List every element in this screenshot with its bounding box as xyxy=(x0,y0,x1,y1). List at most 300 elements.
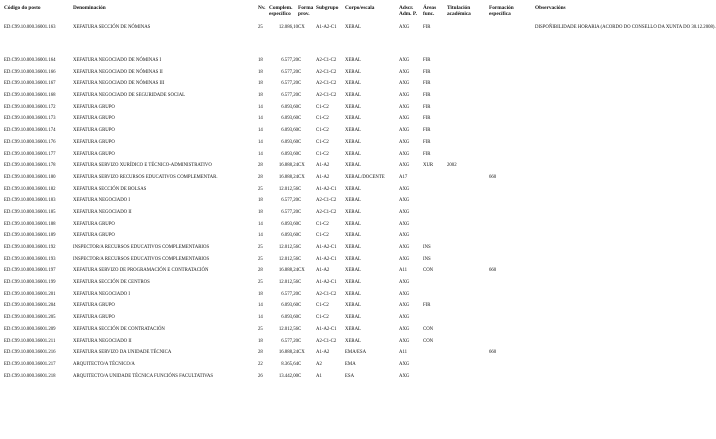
cell-formacion xyxy=(489,93,535,105)
cell-subgroup: A1-A2-C1 xyxy=(316,256,337,262)
cell-forma: CX xyxy=(298,268,305,274)
cell-forma: C xyxy=(298,221,302,227)
cell-observations xyxy=(535,222,612,234)
cell-adscription: AXG xyxy=(399,233,410,239)
table-row xyxy=(4,152,612,164)
cell-titulacion xyxy=(447,140,489,152)
cell-corpo: XERAL xyxy=(345,128,361,134)
cell-level: 14 xyxy=(258,315,263,321)
cell-observations xyxy=(535,233,612,245)
cell-complement: 12.012,56 xyxy=(278,245,298,250)
cell-areas xyxy=(423,210,447,222)
header-nv xyxy=(258,5,269,25)
cell-subgroup: A1-A2 xyxy=(316,163,330,169)
cell-complement: 12.012,56 xyxy=(278,326,298,332)
table-row xyxy=(4,292,612,304)
cell-subgroup: A2-C1-C2 xyxy=(316,81,337,87)
header-text: Adm. P. xyxy=(399,11,417,18)
cell-subgroup: C1-C2 xyxy=(316,315,329,321)
table-row xyxy=(4,210,612,222)
header-areas xyxy=(423,5,447,25)
cell-formacion xyxy=(489,128,535,140)
cell-titulacion xyxy=(447,303,489,315)
cell-level: 18 xyxy=(258,338,263,344)
cell-corpo: XERAL xyxy=(345,81,361,87)
cell-code: ED.C99.10.000.36001.176 xyxy=(4,139,56,145)
cell-areas xyxy=(423,222,447,234)
header-text: Código do posto xyxy=(4,5,41,11)
cell-areas: INS xyxy=(423,245,431,250)
cell-adscription: AXG xyxy=(399,163,410,169)
cell-subgroup: A2-C1-C2 xyxy=(316,93,337,99)
cell-code: ED.C99.10.000.36001.177 xyxy=(4,151,56,157)
cell-corpo: XERAL xyxy=(345,280,361,286)
cell-titulacion xyxy=(447,116,489,128)
cell-complement: 16.888,24 xyxy=(278,163,298,169)
cell-name: XEFATURA NEGOCIADO II xyxy=(73,209,132,215)
cell-areas: FIR xyxy=(423,303,431,309)
cell-forma: CX xyxy=(298,174,305,180)
cell-titulacion xyxy=(447,93,489,105)
cell-corpo: XERAL xyxy=(345,326,361,332)
cell-name: XEFATURA GRUPO xyxy=(73,221,115,227)
cell-formacion xyxy=(489,81,535,93)
cell-corpo: XERAL xyxy=(345,315,361,321)
table-row xyxy=(4,25,612,58)
cell-level: 14 xyxy=(258,104,263,110)
cell-formacion xyxy=(489,257,535,269)
header-denominacion xyxy=(73,5,258,25)
cell-adscription: AXG xyxy=(399,361,410,367)
cell-corpo: XERAL xyxy=(345,151,361,157)
cell-complement: 6.093,60 xyxy=(281,151,298,157)
cell-formacion xyxy=(489,222,535,234)
cell-areas: XUR xyxy=(423,163,434,169)
cell-level: 25 xyxy=(258,326,263,332)
cell-observations xyxy=(535,81,612,93)
cell-titulacion xyxy=(447,210,489,222)
header-subgrupo xyxy=(316,5,345,25)
cell-corpo: XERAL xyxy=(345,268,361,274)
cell-formacion xyxy=(489,187,535,199)
cell-formacion xyxy=(489,25,535,58)
cell-observations xyxy=(535,128,612,140)
header-text: Forma xyxy=(298,5,314,11)
cell-name: XEFATURA GRUPO xyxy=(73,128,115,134)
cell-areas: CON xyxy=(423,268,434,274)
cell-observations xyxy=(535,257,612,269)
cell-areas xyxy=(423,175,447,187)
cell-name: ARQUITECTO/A TÉCNICO/A xyxy=(73,361,135,367)
table-row xyxy=(4,163,612,175)
cell-adscription: AXG xyxy=(399,326,410,332)
cell-adscription: A11 xyxy=(399,268,408,274)
cell-formacion xyxy=(489,245,535,257)
cell-code: ED.C99.10.000.36001.182 xyxy=(4,186,56,192)
cell-name: XEFATURA GRUPO xyxy=(73,116,115,122)
cell-name: XEFATURA GRUPO xyxy=(73,233,115,239)
cell-areas xyxy=(423,315,447,327)
cell-name: XEFATURA NEGOCIADO DE NÓMINAS I xyxy=(73,58,162,63)
header-text: Áreas xyxy=(423,5,437,11)
cell-level: 28 xyxy=(258,268,263,274)
cell-name: XEFATURA SERVIZO RECURSOS EDUCATIVOS COMPLEMENTAR. xyxy=(73,174,218,180)
cell-forma: C xyxy=(298,326,302,332)
cell-name: INSPECTOR/A RECURSOS EDUCATIVOS COMPLEMENTARIOS xyxy=(73,245,210,250)
cell-corpo: XERAL xyxy=(345,139,361,145)
cell-corpo: XERAL xyxy=(345,291,361,297)
cell-titulacion: 2002 xyxy=(447,163,457,169)
cell-areas xyxy=(423,350,447,362)
cell-corpo: XERAL xyxy=(345,163,361,169)
cell-adscription: AXG xyxy=(399,81,410,87)
cell-observations xyxy=(535,70,612,82)
cell-areas xyxy=(423,187,447,199)
cell-observations xyxy=(535,362,612,374)
cell-forma: C xyxy=(298,338,302,344)
cell-name: XEFATURA SERVIZO XURÍDICO E TÉCNICO-ADMINISTRATIVO xyxy=(73,163,212,169)
cell-adscription: AXG xyxy=(399,315,410,321)
cell-code: ED.C99.10.000.36001.168 xyxy=(4,93,56,99)
cell-observations xyxy=(535,163,612,175)
cell-forma: C xyxy=(298,198,302,204)
cell-titulacion xyxy=(447,350,489,362)
header-text: Titulación xyxy=(447,5,471,11)
cell-code: ED.C99.10.000.36001.188 xyxy=(4,221,56,227)
cell-complement: 6.577,20 xyxy=(281,291,298,297)
cell-level: 26 xyxy=(258,373,263,379)
cell-titulacion xyxy=(447,339,489,351)
cell-name: XEFATURA GRUPO xyxy=(73,315,115,321)
cell-code: ED.C99.10.000.36001.180 xyxy=(4,174,56,180)
table-row xyxy=(4,222,612,234)
cell-complement: 12.012,56 xyxy=(278,280,298,286)
cell-titulacion xyxy=(447,257,489,269)
cell-titulacion xyxy=(447,292,489,304)
cell-complement: 12.086,10 xyxy=(278,25,298,30)
cell-subgroup: C1-C2 xyxy=(316,303,329,309)
cell-subgroup: C1-C2 xyxy=(316,104,329,110)
cell-formacion xyxy=(489,140,535,152)
cell-areas: FIR xyxy=(423,25,431,30)
cell-code: ED.C99.10.000.36001.192 xyxy=(4,245,56,250)
cell-titulacion xyxy=(447,187,489,199)
cell-complement: 6.093,60 xyxy=(281,116,298,122)
cell-corpo: ESA xyxy=(345,373,355,379)
cell-forma: C xyxy=(298,256,302,262)
cell-titulacion xyxy=(447,280,489,292)
cell-adscription: AXG xyxy=(399,104,410,110)
table-row xyxy=(4,81,612,93)
header-text: Denominación xyxy=(73,5,106,11)
cell-level: 25 xyxy=(258,186,263,192)
cell-formacion xyxy=(489,198,535,210)
cell-areas: INS xyxy=(423,256,431,262)
cell-forma: C xyxy=(298,373,302,379)
cell-observations xyxy=(535,280,612,292)
cell-titulacion xyxy=(447,268,489,280)
cell-code: ED.C99.10.000.36001.189 xyxy=(4,233,56,239)
cell-subgroup: C1-C2 xyxy=(316,139,329,145)
cell-areas xyxy=(423,362,447,374)
cell-complement: 8.365,64 xyxy=(281,361,298,367)
cell-corpo: XERAL xyxy=(345,303,361,309)
cell-complement: 6.577,20 xyxy=(281,93,298,99)
cell-name: XEFATURA NEGOCIADO DE NÓMINAS III xyxy=(73,81,165,87)
cell-name: INSPECTOR/A RECURSOS EDUCATIVOS COMPLEMENTARIOS xyxy=(73,256,210,262)
cell-formacion xyxy=(489,210,535,222)
cell-subgroup: A2-C1-C2 xyxy=(316,209,337,215)
header-text: func. xyxy=(423,11,435,18)
cell-subgroup: C1-C2 xyxy=(316,116,329,122)
cell-subgroup: A2-C1-C2 xyxy=(316,198,337,204)
cell-observations xyxy=(535,140,612,152)
cell-complement: 6.093,60 xyxy=(281,104,298,110)
cell-corpo: XERAL xyxy=(345,104,361,110)
cell-formacion xyxy=(489,303,535,315)
cell-subgroup: A1-A2-C1 xyxy=(316,280,337,286)
cell-adscription: AXG xyxy=(399,69,410,75)
table-row xyxy=(4,280,612,292)
cell-name: XEFATURA SECCIÓN DE NÓMINAS xyxy=(73,25,151,30)
cell-corpo: XERAL xyxy=(345,186,361,192)
cell-level: 14 xyxy=(258,139,263,145)
cell-corpo: EMA xyxy=(345,361,356,367)
cell-titulacion xyxy=(447,58,489,70)
cell-formacion: 660 xyxy=(489,268,497,274)
table-row xyxy=(4,175,612,187)
cell-level: 28 xyxy=(258,350,263,356)
cell-areas: FIR xyxy=(423,151,431,157)
cell-observations xyxy=(535,339,612,351)
cell-formacion xyxy=(489,152,535,164)
cell-adscription: AXG xyxy=(399,58,410,63)
header-text: específica xyxy=(489,11,511,18)
cell-areas: FIR xyxy=(423,93,431,99)
cell-formacion: 660 xyxy=(489,174,497,180)
cell-forma: C xyxy=(298,128,302,134)
cell-titulacion xyxy=(447,175,489,187)
cell-observations xyxy=(535,292,612,304)
cell-titulacion xyxy=(447,198,489,210)
cell-forma: C xyxy=(298,303,302,309)
cell-complement: 6.577,20 xyxy=(281,209,298,215)
cell-code: ED.C99.10.000.36001.199 xyxy=(4,280,56,286)
cell-level: 18 xyxy=(258,69,263,75)
cell-titulacion xyxy=(447,152,489,164)
cell-formacion xyxy=(489,362,535,374)
cell-level: 25 xyxy=(258,25,263,30)
cell-areas xyxy=(423,292,447,304)
cell-level: 14 xyxy=(258,233,263,239)
cell-subgroup: A2-C1-C2 xyxy=(316,338,337,344)
cell-complement: 16.888,24 xyxy=(278,174,298,180)
cell-name: XEFATURA GRUPO xyxy=(73,303,115,309)
cell-observations xyxy=(535,245,612,257)
cell-level: 25 xyxy=(258,256,263,262)
cell-corpo: XERAL xyxy=(345,93,361,99)
header-text: Formación xyxy=(489,5,514,11)
cell-observations xyxy=(535,303,612,315)
cell-forma: C xyxy=(298,280,302,286)
cell-corpo: XERAL xyxy=(345,209,361,215)
cell-titulacion xyxy=(447,362,489,374)
cell-subgroup: C1-C2 xyxy=(316,151,329,157)
cell-code: ED.C99.10.000.36001.205 xyxy=(4,315,56,321)
cell-areas: FIR xyxy=(423,58,431,63)
cell-adscription: AXG xyxy=(399,373,410,379)
cell-forma: C xyxy=(298,315,302,321)
cell-formacion xyxy=(489,70,535,82)
cell-forma: C xyxy=(298,361,302,367)
cell-code: ED.C99.10.000.36001.211 xyxy=(4,338,56,344)
cell-adscription: AXG xyxy=(399,209,410,215)
table-row xyxy=(4,257,612,269)
header-corpo xyxy=(345,5,399,25)
cell-forma: C xyxy=(298,233,302,239)
cell-areas: FIR xyxy=(423,104,431,110)
cell-adscription: AXG xyxy=(399,151,410,157)
cell-complement: 13.442,00 xyxy=(278,373,298,379)
cell-corpo: XERAL xyxy=(345,338,361,344)
cell-forma: C xyxy=(298,151,302,157)
cell-name: XEFATURA SECCIÓN DE BOLSAS xyxy=(73,186,147,192)
cell-level: 14 xyxy=(258,151,263,157)
cell-code: ED.C99.10.000.36001.166 xyxy=(4,69,56,75)
cell-adscription: AXG xyxy=(399,116,410,122)
cell-code: ED.C99.10.000.36001.185 xyxy=(4,209,56,215)
cell-corpo: XERAL xyxy=(345,116,361,122)
header-text: Complem. xyxy=(269,5,293,11)
cell-corpo: XERAL xyxy=(345,233,361,239)
cell-forma: CX xyxy=(298,350,305,356)
cell-complement: 6.577,20 xyxy=(281,69,298,75)
cell-corpo: XERAL xyxy=(345,25,361,30)
cell-observations: DISPOÑIBILIDADE HORARIA (ACORDO DO CONSELLO DA XUNTA DO 30.12.2008). xyxy=(535,25,716,30)
cell-code: ED.C99.10.000.36001.163 xyxy=(4,25,56,30)
cell-level: 28 xyxy=(258,163,263,169)
cell-areas xyxy=(423,374,447,386)
cell-formacion xyxy=(489,280,535,292)
cell-areas: FIR xyxy=(423,128,431,134)
header-text: académica xyxy=(447,11,471,18)
header-titulacion xyxy=(447,5,489,25)
cell-forma: C xyxy=(298,186,302,192)
table-header-row xyxy=(4,5,612,25)
cell-forma: C xyxy=(298,104,302,110)
cell-subgroup: A2-C1-C2 xyxy=(316,69,337,75)
cell-forma: C xyxy=(298,291,302,297)
cell-titulacion xyxy=(447,81,489,93)
table-row xyxy=(4,187,612,199)
cell-complement: 6.577,20 xyxy=(281,81,298,87)
cell-observations xyxy=(535,116,612,128)
cell-corpo: XERAL xyxy=(345,69,361,75)
cell-complement: 6.577,20 xyxy=(281,338,298,344)
cell-formacion xyxy=(489,163,535,175)
cell-adscription: AXG xyxy=(399,256,410,262)
cell-level: 18 xyxy=(258,58,263,63)
table-row xyxy=(4,362,612,374)
cell-name: ARQUITECTO/A UNIDADE TÉCNICA FUNCIÓNS FACULTATIVAS xyxy=(73,373,214,379)
cell-adscription: AXG xyxy=(399,128,410,134)
header-text: prov. xyxy=(298,11,310,18)
cell-titulacion xyxy=(447,70,489,82)
table-row xyxy=(4,303,612,315)
cell-titulacion xyxy=(447,222,489,234)
header-text: Subgrupo xyxy=(316,5,339,11)
header-adscripcion xyxy=(399,5,423,25)
cell-adscription: AXG xyxy=(399,139,410,145)
cell-adscription: AXG xyxy=(399,245,410,250)
cell-observations xyxy=(535,105,612,117)
cell-formacion xyxy=(489,105,535,117)
cell-level: 18 xyxy=(258,81,263,87)
cell-forma: C xyxy=(298,93,302,99)
cell-subgroup: A1-A2 xyxy=(316,268,330,274)
cell-subgroup: A2 xyxy=(316,361,322,367)
cell-adscription: AXG xyxy=(399,291,410,297)
cell-observations xyxy=(535,327,612,339)
cell-areas: CON xyxy=(423,326,434,332)
cell-adscription: A11 xyxy=(399,350,408,356)
header-codigo xyxy=(4,5,73,25)
table-row xyxy=(4,140,612,152)
cell-name: XEFATURA NEGOCIADO I xyxy=(73,291,130,297)
cell-corpo: EMA/ESA xyxy=(345,350,367,356)
cell-name: XEFATURA NEGOCIADO I xyxy=(73,198,130,204)
cell-observations xyxy=(535,374,612,386)
cell-observations xyxy=(535,175,612,187)
cell-level: 14 xyxy=(258,128,263,134)
cell-level: 14 xyxy=(258,221,263,227)
cell-formacion xyxy=(489,339,535,351)
cell-subgroup: A1-A2-C1 xyxy=(316,245,337,250)
cell-adscription: AXG xyxy=(399,303,410,309)
cell-observations xyxy=(535,198,612,210)
cell-forma: C xyxy=(298,139,302,145)
cell-titulacion xyxy=(447,105,489,117)
cell-corpo: XERAL xyxy=(345,58,361,63)
cell-name: XEFATURA NEGOCIADO II xyxy=(73,338,132,344)
cell-complement: 6.577,20 xyxy=(281,198,298,204)
cell-level: 25 xyxy=(258,280,263,286)
cell-corpo: XERAL xyxy=(345,221,361,227)
cell-subgroup: A1-A2-C1 xyxy=(316,326,337,332)
cell-code: ED.C99.10.000.36001.167 xyxy=(4,81,56,87)
cell-subgroup: A1-A2 xyxy=(316,350,330,356)
table-row xyxy=(4,93,612,105)
cell-complement: 16.888,24 xyxy=(278,350,298,356)
cell-titulacion xyxy=(447,374,489,386)
cell-observations xyxy=(535,187,612,199)
cell-code: ED.C99.10.000.36001.173 xyxy=(4,116,56,122)
cell-level: 14 xyxy=(258,116,263,122)
table-row xyxy=(4,70,612,82)
cell-complement: 6.093,60 xyxy=(281,128,298,134)
header-text: Observacións xyxy=(535,5,566,11)
header-text: Adscr. xyxy=(399,5,414,11)
table-row xyxy=(4,339,612,351)
cell-level: 18 xyxy=(258,93,263,99)
cell-name: XEFATURA SECCIÓN DE CENTROS xyxy=(73,280,150,286)
cell-forma: C xyxy=(298,209,302,215)
cell-complement: 6.093,60 xyxy=(281,315,298,321)
cell-observations xyxy=(535,58,612,70)
cell-formacion xyxy=(489,374,535,386)
table-row xyxy=(4,268,612,280)
cell-name: XEFATURA SERVIZO DA UNIDADE TÉCNICA xyxy=(73,350,172,356)
